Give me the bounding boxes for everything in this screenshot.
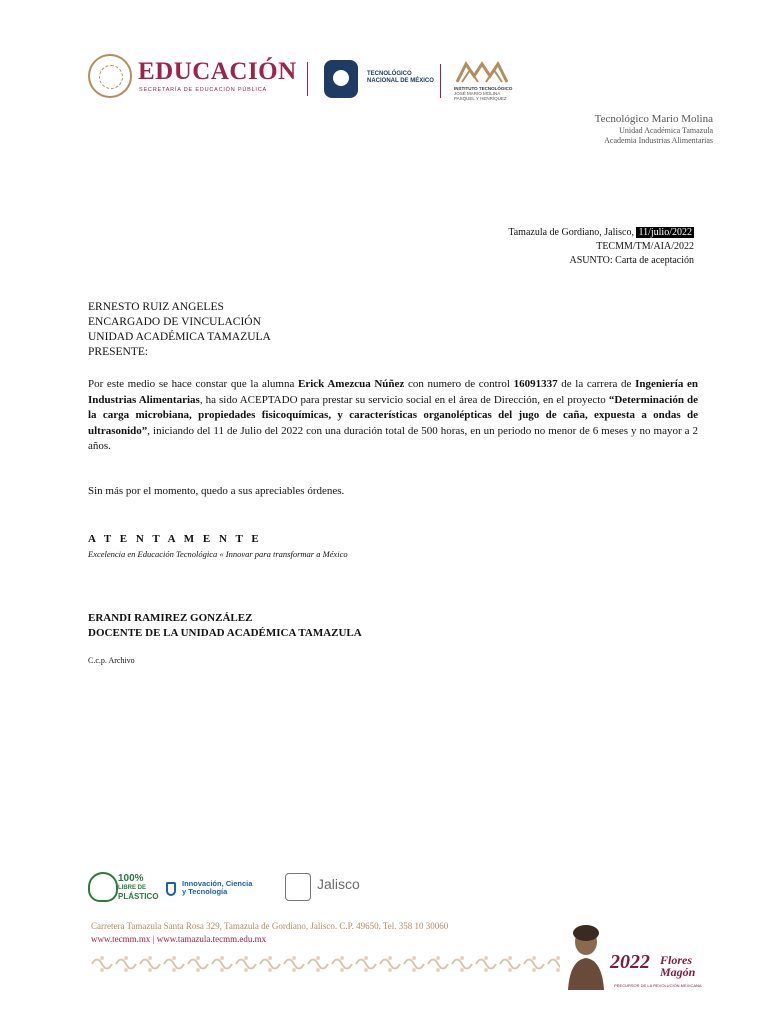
- innovation-line1: Innovación, Ciencia: [182, 879, 253, 888]
- body-text-5: , iniciando del 11 de Julio del 2022 con una duración total de 500 horas, en un periodo no menor de 6 meses y no mayor a 2 años.: [88, 424, 698, 452]
- itjmm-line3: PASQUEL Y HENRÍQUEZ: [454, 96, 507, 101]
- plastic-free-text: [118, 874, 158, 902]
- date: 11/julio/2022: [638, 227, 692, 238]
- decorative-band: [90, 953, 560, 975]
- date-line: [508, 227, 694, 238]
- logo-divider: [307, 62, 308, 96]
- jalisco-seal-icon: [285, 873, 311, 901]
- plastic-free-line3: PLÁSTICO: [118, 892, 159, 901]
- motto: Excelencia en Educación Tecnológica « Innovar para transformar a México: [88, 549, 348, 559]
- flores-text: Flores: [660, 953, 693, 967]
- tecnm-line1: TECNOLÓGICO: [367, 71, 412, 77]
- portrait-icon: [566, 924, 606, 990]
- institution-name: Tecnológico Mario Molina: [594, 113, 713, 125]
- gear-icon: [324, 60, 358, 98]
- closing-line: Sin más por el momento, quedo a sus apreciables órdenes.: [88, 485, 345, 497]
- signer-title: DOCENTE DE LA UNIDAD ACADÉMICA TAMAZULA: [88, 627, 362, 639]
- jalisco-logo: [285, 871, 375, 905]
- logo-divider: [440, 64, 441, 98]
- itjmm-line2: JOSÉ MARIO MOLINA: [454, 91, 501, 96]
- websites: www.tecmm.mx | www.tamazula.tecmm.edu.mx: [91, 934, 267, 944]
- mexico-seal-icon: [88, 54, 132, 98]
- greeting: PRESENTE:: [88, 346, 149, 358]
- mountains-icon: [456, 60, 508, 84]
- academy-name: Academia Industrias Alimentarias: [604, 136, 713, 145]
- body-text-4: , ha sido ACEPTADO para prestar su servicio social en el área de Dirección, en el proyecto: [199, 393, 609, 406]
- itjmm-text: [454, 86, 512, 101]
- heart-icon: [88, 872, 118, 902]
- tecnm-line2: NACIONAL DE MÉXICO: [367, 78, 434, 84]
- subject-line: [570, 255, 695, 266]
- plastic-free-line1: 100%: [118, 873, 144, 884]
- innovation-line2: y Tecnología: [182, 887, 228, 896]
- body-text-3: de la carrera de: [557, 378, 636, 390]
- plastic-free-logo: [86, 868, 159, 908]
- itjmm-line1: INSTITUTO TECNOLÓGICO: [454, 86, 513, 91]
- address: Carretera Tamazula Santa Rosa 329, Tamazula de Gordiano, Jalisco. C.P. 49650. Tel. 358 10 30060: [91, 921, 449, 931]
- itjmm-logo: [452, 58, 522, 104]
- body-text-2: con numero de control: [404, 378, 514, 390]
- body-paragraph: [88, 377, 698, 455]
- recipient-position: ENCARGADO DE VINCULACIÓN: [88, 316, 261, 328]
- educacion-subtitle: SECRETARÍA DE EDUCACIÓN PÚBLICA: [139, 87, 267, 93]
- place: Tamazula de Gordiano, Jalisco,: [508, 227, 634, 238]
- student-name: Erick Amezcua Núñez: [298, 378, 405, 390]
- recipient-name: ERNESTO RUIZ ANGELES: [88, 301, 224, 313]
- reference-code: TECMM/TM/AIA/2022: [596, 241, 694, 252]
- atentamente: A T E N T A M E N T E: [88, 533, 262, 545]
- innovation-text: [182, 880, 252, 896]
- subject-label: ASUNTO:: [569, 255, 613, 266]
- precursor-text: PRECURSOR DE LA REVOLUCIÓN MEXICANA: [614, 983, 702, 988]
- jalisco-text: Jalisco: [317, 876, 360, 892]
- project-title: “Determinación de la carga microbiana, propiedades fisicoquímicas, y características organolépticas del jugo de caña, expuesta a ondas de ultrasonido”: [88, 393, 698, 437]
- subject-value: Carta de aceptación: [615, 255, 694, 266]
- control-number: 16091337: [513, 378, 558, 390]
- body-text-1: Por este medio se hace constar que la alumna: [88, 378, 299, 390]
- unit-name: Unidad Académica Tamazula: [619, 126, 713, 135]
- educacion-logo: [86, 52, 301, 104]
- flask-icon: [166, 882, 176, 896]
- plastic-free-line2: LIBRE DE: [118, 885, 147, 891]
- year-2022: 2022: [610, 951, 650, 973]
- career-name: Ingeniería en Industrias Alimentarias: [88, 378, 699, 406]
- magon-text: Magón: [660, 965, 696, 979]
- signer-name: ERANDI RAMIREZ GONZÁLEZ: [88, 612, 253, 624]
- flores-magon-logo: [562, 922, 708, 998]
- tecnm-logo: [322, 58, 432, 104]
- educacion-title: EDUCACIÓN: [138, 58, 297, 85]
- ccp-note: C.c.p. Archivo: [88, 656, 135, 665]
- innovation-logo: [166, 878, 266, 902]
- tecnm-text: [367, 71, 434, 85]
- recipient-unit: UNIDAD ACADÉMICA TAMAZULA: [88, 331, 271, 343]
